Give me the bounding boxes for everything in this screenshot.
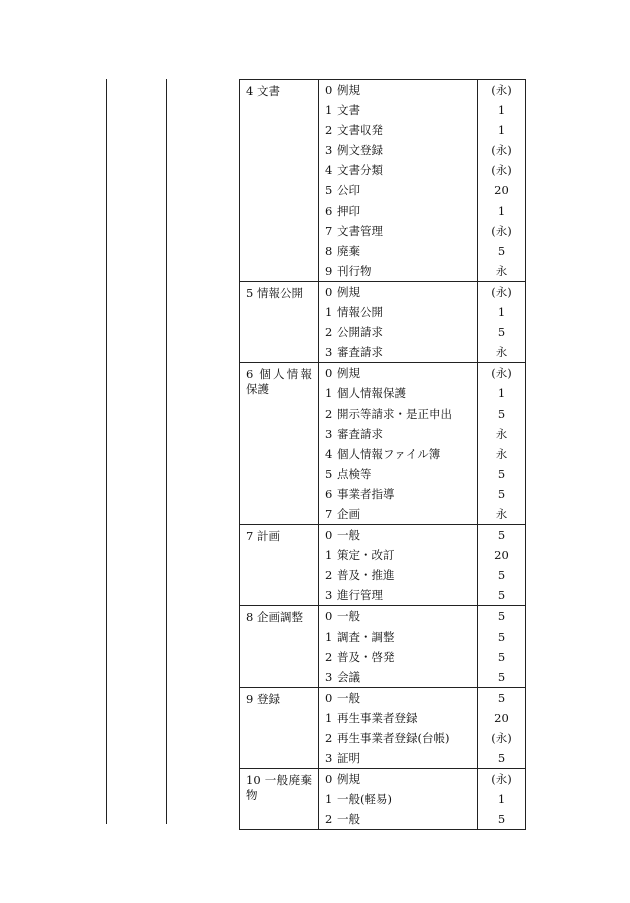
item-row (319, 464, 477, 484)
retention-period: 5 (497, 325, 506, 340)
item-row (319, 585, 477, 605)
category-group (240, 606, 526, 687)
item-row (319, 728, 477, 748)
category-cell (240, 687, 319, 768)
item-code: 3 (325, 426, 333, 441)
item-code: 1 (325, 792, 333, 807)
item-code: 3 (325, 588, 333, 603)
item-row (319, 769, 477, 789)
category-cell (240, 769, 319, 830)
item-list-cell (319, 687, 478, 768)
category-cell (240, 606, 319, 687)
item-name: 証明 (337, 751, 360, 766)
item-name: 一般 (337, 812, 360, 827)
item-row (319, 322, 477, 342)
item-row (319, 261, 477, 281)
item-row (319, 302, 477, 322)
item-code: 2 (325, 649, 333, 664)
item-code: 1 (325, 386, 333, 401)
item-name: 策定・改訂 (337, 548, 395, 563)
category-cell (240, 281, 319, 362)
item-code: 3 (325, 345, 333, 360)
item-name: 再生事業者登録 (337, 710, 418, 725)
item-row (319, 545, 477, 565)
item-row (319, 120, 477, 140)
item-name: 一般 (337, 528, 360, 543)
item-code: 7 (325, 223, 333, 238)
item-list-cell (319, 769, 478, 830)
item-row (319, 748, 477, 768)
item-code: 4 (325, 163, 333, 178)
item-row (319, 160, 477, 180)
retention-period: 永 (495, 426, 508, 441)
item-code: 1 (325, 305, 333, 320)
category-cell (240, 525, 319, 606)
retention-period: 永 (495, 263, 508, 278)
item-name: 個人情報ファイル簿 (337, 446, 441, 461)
retention-period: (永) (491, 83, 512, 97)
item-code: 2 (325, 123, 333, 138)
retention-period-cell (478, 769, 526, 830)
item-row (319, 363, 477, 383)
retention-period: 20 (494, 710, 509, 725)
item-name: 一般 (337, 609, 360, 624)
retention-period: 5 (497, 649, 506, 664)
retention-period: (永) (491, 163, 512, 178)
item-row (319, 525, 477, 545)
retention-period-cell (478, 281, 526, 362)
retention-period: 5 (497, 243, 506, 258)
item-name: 進行管理 (337, 588, 383, 603)
item-name: 事業者指導 (337, 486, 395, 501)
item-name: 企画 (337, 506, 360, 521)
item-name: 文書分類 (337, 163, 383, 178)
item-name: 文書 (337, 103, 360, 118)
item-name: 押印 (337, 203, 360, 218)
item-code: 3 (325, 143, 333, 158)
item-name: 例文登録 (337, 143, 383, 158)
retention-period: 永 (495, 446, 508, 461)
retention-period: 1 (497, 123, 506, 138)
category-group (240, 80, 526, 282)
item-name: 審査請求 (337, 345, 383, 360)
item-code: 0 (325, 366, 333, 381)
item-row (319, 221, 477, 241)
item-row (319, 201, 477, 221)
item-code: 1 (325, 710, 333, 725)
item-code: 0 (325, 284, 333, 299)
retention-period: 20 (494, 548, 509, 563)
retention-period: 5 (497, 812, 506, 827)
item-name: 点検等 (337, 466, 372, 481)
item-list-cell (319, 80, 478, 282)
item-code: 0 (325, 83, 333, 97)
item-list-cell (319, 363, 478, 525)
category-cell (240, 80, 319, 282)
item-code: 7 (325, 506, 333, 521)
retention-period: 5 (497, 751, 506, 766)
item-code: 6 (325, 203, 333, 218)
item-code: 3 (325, 669, 333, 684)
item-row (319, 282, 477, 302)
item-code: 2 (325, 812, 333, 827)
category-label: 9 登録 (246, 691, 280, 706)
retention-period: (永) (491, 143, 512, 158)
item-row (319, 809, 477, 829)
category-label: 4 文書 (246, 84, 280, 98)
item-row (319, 424, 477, 444)
category-group (240, 769, 526, 830)
retention-period: 1 (497, 203, 506, 218)
retention-period: 20 (494, 183, 509, 198)
item-name: 会議 (337, 669, 360, 684)
category-label: 7 計画 (246, 529, 280, 544)
category-group (240, 363, 526, 525)
filing-classification-table (239, 79, 526, 830)
retention-period: 5 (497, 629, 506, 644)
item-row (319, 627, 477, 647)
item-code: 6 (325, 486, 333, 501)
category-group (240, 525, 526, 606)
category-group (240, 687, 526, 768)
item-name: 情報公開 (337, 305, 383, 320)
item-code: 2 (325, 568, 333, 583)
retention-period-cell (478, 687, 526, 768)
item-code: 2 (325, 325, 333, 340)
category-label: 5 情報公開 (246, 285, 303, 300)
retention-period: 5 (497, 406, 506, 421)
item-name: 普及・啓発 (337, 649, 395, 664)
item-list-cell (319, 525, 478, 606)
item-row (319, 667, 477, 687)
retention-period: 1 (497, 386, 506, 401)
item-row (319, 789, 477, 809)
item-name: 個人情報保護 (337, 386, 406, 401)
item-name: 例規 (337, 772, 360, 787)
left-column-rule-2 (166, 79, 167, 824)
category-label: 10 一般廃棄物 (246, 773, 312, 803)
retention-period: 5 (497, 669, 506, 684)
retention-period: 5 (497, 466, 506, 481)
item-row (319, 180, 477, 200)
retention-period-cell (478, 80, 526, 282)
item-row (319, 140, 477, 160)
item-code: 0 (325, 528, 333, 543)
item-row (319, 241, 477, 261)
retention-period: (永) (491, 772, 512, 787)
retention-period: 5 (497, 690, 506, 705)
item-code: 1 (325, 548, 333, 563)
item-name: 調査・調整 (337, 629, 395, 644)
retention-period: 5 (497, 609, 506, 624)
item-code: 5 (325, 466, 333, 481)
item-row (319, 688, 477, 708)
item-row (319, 647, 477, 667)
retention-period-cell (478, 363, 526, 525)
retention-period: 5 (497, 568, 506, 583)
retention-period: (永) (491, 223, 512, 238)
item-code: 3 (325, 751, 333, 766)
retention-period: 5 (497, 528, 506, 543)
item-list-cell (319, 606, 478, 687)
item-code: 1 (325, 629, 333, 644)
item-row (319, 606, 477, 626)
retention-period: 永 (495, 506, 508, 521)
retention-period: 永 (495, 345, 508, 360)
item-name: 文書収発 (337, 123, 383, 138)
item-name: 例規 (337, 83, 360, 97)
item-row (319, 444, 477, 464)
item-name: 刊行物 (337, 263, 372, 278)
item-row (319, 504, 477, 524)
item-code: 9 (325, 263, 333, 278)
item-row (319, 565, 477, 585)
item-name: 一般(軽易) (337, 792, 392, 807)
item-code: 0 (325, 690, 333, 705)
item-name: 審査請求 (337, 426, 383, 441)
retention-period: 5 (497, 486, 506, 501)
item-code: 0 (325, 772, 333, 787)
item-code: 2 (325, 731, 333, 745)
item-name: 例規 (337, 284, 360, 299)
item-code: 0 (325, 609, 333, 624)
item-name: 公印 (337, 183, 360, 198)
item-row (319, 100, 477, 120)
item-name: 普及・推進 (337, 568, 395, 583)
item-name: 一般 (337, 690, 360, 705)
retention-period-cell (478, 525, 526, 606)
retention-period: 1 (497, 103, 506, 118)
item-row (319, 484, 477, 504)
item-code: 4 (325, 446, 333, 461)
category-label: 6 個人情報保護 (246, 367, 312, 397)
item-row (319, 708, 477, 728)
item-name: 例規 (337, 366, 360, 381)
category-cell (240, 363, 319, 525)
retention-period: (永) (491, 731, 512, 745)
item-name: 文書管理 (337, 223, 383, 238)
item-code: 1 (325, 103, 333, 118)
item-row (319, 383, 477, 403)
category-group (240, 281, 526, 362)
item-name: 公開請求 (337, 325, 383, 340)
item-code: 8 (325, 243, 333, 258)
category-label: 8 企画調整 (246, 610, 303, 625)
item-row (319, 404, 477, 424)
item-code: 2 (325, 406, 333, 421)
left-column-rule-1 (106, 79, 107, 824)
item-row (319, 342, 477, 362)
item-name: 再生事業者登録(台帳) (337, 731, 450, 745)
item-name: 開示等請求・是正申出 (337, 406, 452, 421)
retention-period: (永) (491, 284, 512, 299)
retention-period: (永) (491, 366, 512, 381)
item-code: 5 (325, 183, 333, 198)
retention-period: 1 (497, 305, 506, 320)
item-name: 廃棄 (337, 243, 360, 258)
retention-period: 1 (497, 792, 506, 807)
retention-period-cell (478, 606, 526, 687)
item-row (319, 80, 477, 100)
item-list-cell (319, 281, 478, 362)
retention-period: 5 (497, 588, 506, 603)
